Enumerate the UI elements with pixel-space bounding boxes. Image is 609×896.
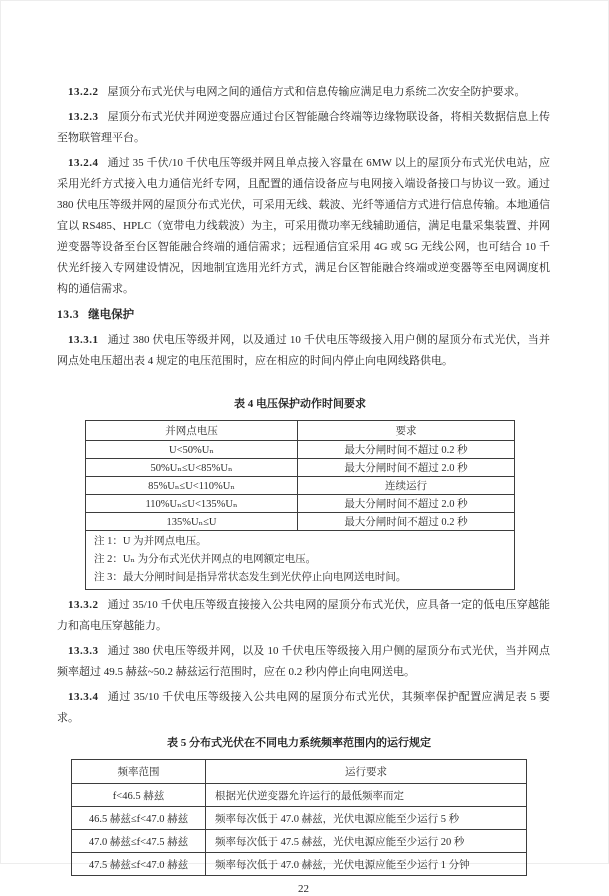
clause-number: 13.3.3: [68, 645, 99, 657]
clause-13-2-4: [57, 153, 550, 300]
clause-13-2-3: [57, 107, 550, 149]
table-cell-voltage: 50%Uₙ≤U<85%Uₙ: [86, 459, 298, 477]
table-row: [72, 784, 527, 807]
table-cell-requirement: 最大分闸时间不超过 2.0 秒: [298, 495, 515, 513]
section-number: 13.3: [57, 309, 80, 321]
table-4-header-requirement: 要求: [298, 421, 515, 441]
clause-number: 13.3.1: [68, 334, 99, 346]
table-cell-requirement: 根据光伏逆变器允许运行的最低频率而定: [206, 784, 527, 807]
table-cell-voltage: U<50%Uₙ: [86, 441, 298, 459]
clause-number: 13.3.2: [68, 599, 99, 611]
table-5-header-row: [72, 760, 527, 784]
clause-text: 通过 35 千伏/10 千伏电压等级并网且单点接入容量在 6MW 以上的屋顶分布式光伏电站，应采用光纤方式接入电力通信光纤专网，且配置的通信设备应与电网接入端设备接口与协议一致。通过 380 伏电压等级并网的屋顶分布式光伏，可采用无线、载波、光纤等通信方式进行信息传输。本地通信宜以 RS485、HPLC（宽带电力线载波）为主，可采用微功率无线辅助通信，满足电量采集装置、并网逆变器等设备至台区智能融合终端的通信需求；远程通信宜采用 4G 或 5G 无线公网，也可结合 10 千伏光纤接入专网建设情况，因地制宜选用光纤方式，满足台区智能融合终端或逆变器等至电网调度机构的通信需求。: [57, 157, 550, 295]
table-row: [86, 477, 515, 495]
table-cell-voltage: 85%Uₙ≤U<110%Uₙ: [86, 477, 298, 495]
table-cell-requirement: 频率每次低于 47.0 赫兹，光伏电源应能至少运行 1 分钟: [206, 853, 527, 876]
section-heading-13-3: [57, 305, 550, 326]
table-5: [71, 759, 527, 876]
table-row: [72, 830, 527, 853]
clause-13-3-3: [57, 641, 550, 683]
table-row: [72, 853, 527, 876]
table-cell-frequency: 47.5 赫兹≤f<47.0 赫兹: [72, 853, 206, 876]
clause-13-3-1: [57, 330, 550, 372]
clause-text: 通过 380 伏电压等级并网，以及 10 千伏电压等级接入用户侧的屋顶分布式光伏，当并网点频率超过 49.5 赫兹~50.2 赫兹运行范围时，应在 0.2 秒内停止向电网送电。: [57, 645, 550, 678]
clause-text: 通过 380 伏电压等级并网，以及通过 10 千伏电压等级接入用户侧的屋顶分布式光伏，当并网点处电压超出表 4 规定的电压范围时，应在相应的时间内停止向电网线路供电。: [57, 334, 550, 367]
table-cell-frequency: 46.5 赫兹≤f<47.0 赫兹: [72, 807, 206, 830]
clause-13-3-2: [57, 595, 550, 637]
table-row: [86, 513, 515, 531]
table-4-notes-row: [86, 531, 515, 590]
clause-13-2-2: [57, 82, 550, 103]
clause-text: 屋顶分布式光伏与电网之间的通信方式和信息传输应满足电力系统二次安全防护要求。: [107, 86, 526, 98]
table-4-note-1: 注 1：U 为并网点电压。: [94, 536, 207, 547]
clause-number: 13.2.4: [68, 157, 99, 169]
table-cell-requirement: 最大分闸时间不超过 2.0 秒: [298, 459, 515, 477]
table-cell-requirement: 频率每次低于 47.0 赫兹，光伏电源应能至少运行 5 秒: [206, 807, 527, 830]
table-5-block: [71, 733, 527, 876]
page-number: 22: [298, 883, 309, 895]
table-4-note-3: 注 3：最大分闸时间是指异常状态发生到光伏停止向电网送电时间。: [94, 572, 407, 583]
table-row: [86, 495, 515, 513]
table-4: [85, 420, 515, 590]
table-cell-frequency: 47.0 赫兹≤f<47.5 赫兹: [72, 830, 206, 853]
table-4-notes-cell: [86, 531, 515, 590]
table-4-block: [85, 394, 515, 590]
clause-number: 13.2.3: [68, 111, 99, 123]
table-cell-voltage: 135%Uₙ≤U: [86, 513, 298, 531]
table-5-header-frequency: 频率范围: [72, 760, 206, 784]
table-row: [86, 459, 515, 477]
table-row: [72, 807, 527, 830]
table-row: [86, 441, 515, 459]
section-title: 继电保护: [88, 309, 135, 321]
table-cell-voltage: 110%Uₙ≤U<135%Uₙ: [86, 495, 298, 513]
clause-text: 通过 35/10 千伏电压等级直接接入公共电网的屋顶分布式光伏，应具备一定的低电压穿越能力和高电压穿越能力。: [57, 599, 550, 632]
table-4-note-2: 注 2：Uₙ 为分布式光伏并网点的电网额定电压。: [94, 554, 317, 565]
clause-text: 通过 35/10 千伏电压等级接入公共电网的屋顶分布式光伏，其频率保护配置应满足表 5 要求。: [57, 691, 550, 724]
table-cell-requirement: 连续运行: [298, 477, 515, 495]
table-4-header-voltage: 并网点电压: [86, 421, 298, 441]
table-cell-requirement: 频率每次低于 47.5 赫兹，光伏电源应能至少运行 20 秒: [206, 830, 527, 853]
table-5-title: 表 5 分布式光伏在不同电力系统频率范围内的运行规定: [167, 737, 431, 749]
table-4-title: 表 4 电压保护动作时间要求: [234, 398, 366, 410]
clause-number: 13.2.2: [68, 86, 99, 98]
table-5-header-requirement: 运行要求: [206, 760, 527, 784]
table-cell-frequency: f<46.5 赫兹: [72, 784, 206, 807]
clause-text: 屋顶分布式光伏并网逆变器应通过台区智能融合终端等边缘物联设备，将相关数据信息上传至物联管理平台。: [57, 111, 550, 144]
table-cell-requirement: 最大分闸时间不超过 0.2 秒: [298, 441, 515, 459]
clause-13-3-4: [57, 687, 550, 729]
table-cell-requirement: 最大分闸时间不超过 0.2 秒: [298, 513, 515, 531]
table-4-header-row: [86, 421, 515, 441]
clause-number: 13.3.4: [68, 691, 99, 703]
